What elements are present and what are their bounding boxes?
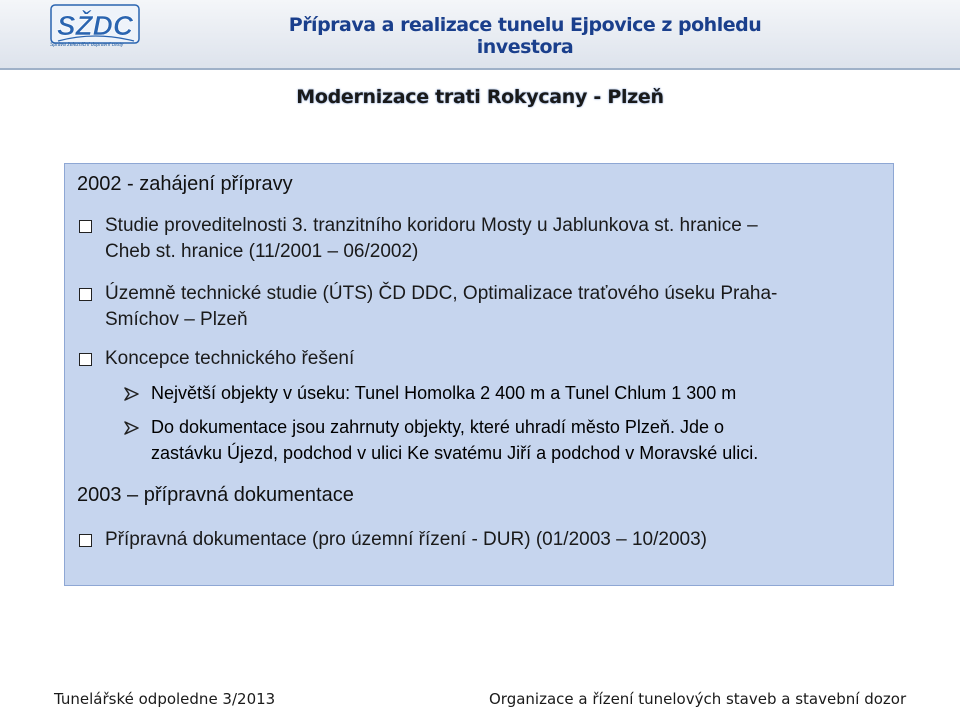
header-title: Příprava a realizace tunelu Ejpovice z pohledu investora xyxy=(288,14,762,58)
logo-subtext: Správa železniční dopravní cesty xyxy=(50,42,124,48)
item-feasibility-study-line1: Studie proveditelnosti 3. tranzitního koridoru Mosty u Jablunkova st. hranice – xyxy=(105,215,758,236)
page-title-text: Modernizace trati Rokycany - Plzeň xyxy=(296,86,664,108)
item-technical-concept: Koncepce technického řešení xyxy=(105,348,355,369)
item-feasibility-study-line2: Cheb st. hranice (11/2001 – 06/2002) xyxy=(105,241,419,262)
sub-item-documentation-line2: zastávku Újezd, podchod v ulici Ke svatému Jiří a podchod v Moravské ulici. xyxy=(151,443,759,463)
section-heading-2003: 2003 – přípravná dokumentace xyxy=(77,484,354,506)
section-heading-2002: 2002 - zahájení přípravy xyxy=(77,173,293,195)
checkbox-bullet-icon xyxy=(79,353,92,366)
footer-right: Organizace a řízení tunelových staveb a stavební dozor xyxy=(489,690,907,708)
sub-item-documentation-line1: Do dokumentace jsou zahrnuty objekty, které uhradí město Plzeň. Jde o xyxy=(151,417,724,437)
item-uts-study-line2: Smíchov – Plzeň xyxy=(105,309,248,330)
arrow-bullet-icon xyxy=(123,420,141,436)
header-band xyxy=(0,0,960,70)
checkbox-bullet-icon xyxy=(79,534,92,547)
logo-text: SŽDC xyxy=(56,10,134,41)
item-preparatory-documentation: Přípravná dokumentace (pro územní řízení - DUR) (01/2003 – 10/2003) xyxy=(105,529,707,550)
item-uts-study-line1: Územně technické studie (ÚTS) ČD DDC, Optimalizace traťového úseku Praha- xyxy=(105,283,778,304)
content-box xyxy=(64,163,894,586)
page-title xyxy=(0,86,960,108)
sub-item-largest-objects: Největší objekty v úseku: Tunel Homolka 2 400 m a Tunel Chlum 1 300 m xyxy=(151,383,737,403)
checkbox-bullet-icon xyxy=(79,288,92,301)
checkbox-bullet-icon xyxy=(79,220,92,233)
footer-left: Tunelářské odpoledne 3/2013 xyxy=(54,690,276,708)
arrow-bullet-icon xyxy=(123,386,141,402)
